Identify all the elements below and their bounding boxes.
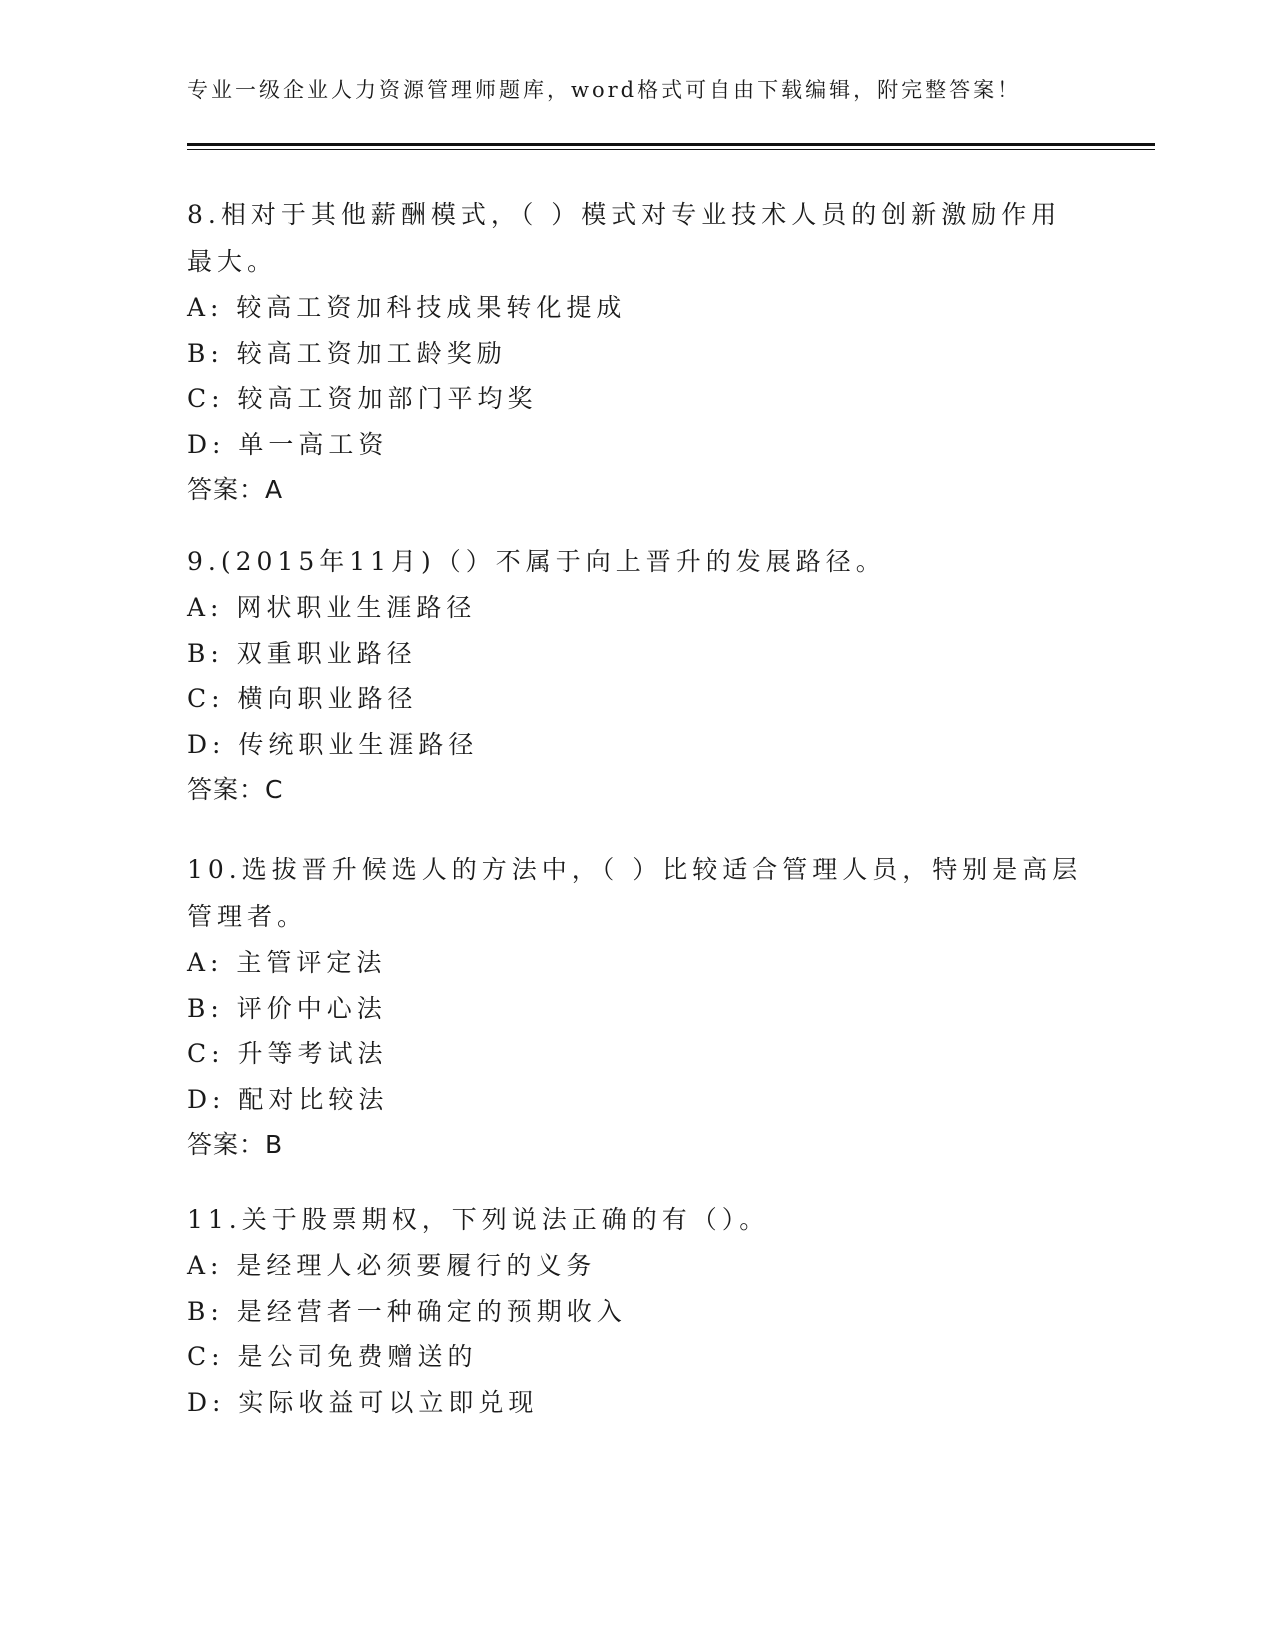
question-stem: 8.相对于其他薪酬模式，（ ）模式对专业技术人员的创新激励作用最大。 <box>187 200 1062 276</box>
header-rule-thin <box>187 149 1155 150</box>
option-b: B: 较高工资加工龄奖励 <box>187 338 507 368</box>
option-b: B: 评价中心法 <box>187 993 387 1023</box>
question-9 <box>187 538 1087 813</box>
question-10 <box>187 846 1087 1168</box>
answer: 答案：A <box>187 475 284 504</box>
option-d: D: 配对比较法 <box>187 1084 389 1114</box>
option-c: C: 升等考试法 <box>187 1039 388 1068</box>
question-11 <box>187 1196 1087 1425</box>
option-d: D: 单一高工资 <box>187 429 389 459</box>
answer: 答案：B <box>187 1130 284 1159</box>
option-a: A: 主管评定法 <box>187 948 387 977</box>
option-c: C: 横向职业路径 <box>187 684 418 713</box>
question-stem: 10.选拔晋升候选人的方法中，（ ）比较适合管理人员，特别是高层管理者。 <box>187 855 1083 931</box>
answer: 答案：C <box>187 775 284 804</box>
option-c: C: 较高工资加部门平均奖 <box>187 384 538 413</box>
option-b: B: 是经营者一种确定的预期收入 <box>187 1296 627 1326</box>
option-a: A: 较高工资加科技成果转化提成 <box>187 293 627 322</box>
option-d: D: 传统职业生涯路径 <box>187 729 479 759</box>
page-header: 专业一级企业人力资源管理师题库，word格式可自由下载编辑，附完整答案！ <box>187 78 1022 102</box>
header-rule-thick <box>187 143 1155 146</box>
question-stem: 9.(2015年11月)（）不属于向上晋升的发展路径。 <box>187 547 886 576</box>
option-a: A: 是经理人必须要履行的义务 <box>187 1251 597 1280</box>
option-a: A: 网状职业生涯路径 <box>187 593 477 622</box>
question-8 <box>187 191 1087 513</box>
option-b: B: 双重职业路径 <box>187 638 417 668</box>
option-d: D: 实际收益可以立即兑现 <box>187 1387 539 1417</box>
option-c: C: 是公司免费赠送的 <box>187 1342 478 1371</box>
question-stem: 11.关于股票期权，下列说法正确的有（）。 <box>187 1205 770 1234</box>
